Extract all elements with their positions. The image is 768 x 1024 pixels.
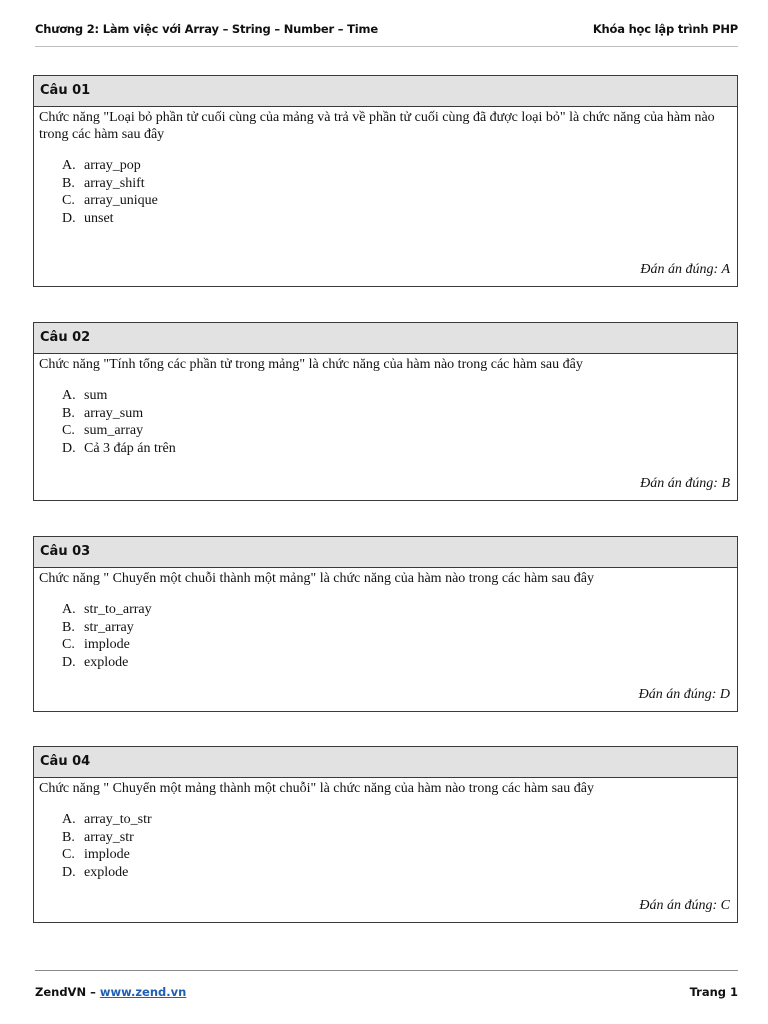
option-list — [62, 811, 737, 882]
option-letter: D. — [62, 441, 76, 457]
option-letter: A. — [62, 602, 76, 617]
option-list — [62, 387, 737, 458]
page-header — [35, 22, 738, 47]
option-letter: D. — [62, 211, 76, 227]
option-letter: A. — [62, 158, 76, 173]
option-item — [62, 811, 737, 829]
option-letter: C. — [62, 193, 75, 209]
correct-answer: Đán án đúng: B — [640, 476, 730, 491]
question-text: Chức năng "Tính tổng các phần tử trong mảng" là chức năng của hàm nào trong các hàm sau đây — [39, 357, 583, 372]
option-text: array_to_str — [84, 812, 152, 827]
brand-label: ZendVN – — [35, 985, 100, 999]
correct-answer: Đán án đúng: D — [638, 687, 730, 702]
website-link[interactable]: www.zend.vn — [99, 985, 187, 999]
option-item — [62, 157, 737, 175]
question-box — [33, 322, 738, 501]
option-text: explode — [84, 865, 129, 881]
option-item — [62, 846, 737, 864]
option-text: implode — [84, 637, 130, 653]
page-footer — [35, 970, 738, 999]
option-letter: D. — [62, 865, 76, 881]
question-title: Câu 04 — [34, 747, 737, 778]
option-letter: C. — [62, 423, 75, 439]
option-item — [62, 422, 737, 440]
option-list — [62, 601, 737, 672]
question-box — [33, 75, 738, 287]
option-item — [62, 636, 737, 654]
option-text: unset — [84, 211, 114, 227]
option-item — [62, 829, 737, 847]
footer-brand — [35, 985, 186, 999]
option-text: explode — [84, 655, 129, 671]
course-title: Khóa học lập trình PHP — [592, 22, 738, 36]
option-item — [62, 654, 737, 672]
correct-answer: Đán án đúng: A — [640, 262, 730, 277]
option-letter: A. — [62, 388, 76, 403]
option-text: Cả 3 đáp án trên — [84, 441, 176, 457]
option-letter: D. — [62, 655, 76, 671]
option-item — [62, 601, 737, 619]
question-text: Chức năng " Chuyển một chuỗi thành một mảng" là chức năng của hàm nào trong các hàm sau đây — [39, 571, 594, 586]
option-letter: B. — [62, 175, 75, 191]
question-title: Câu 03 — [34, 537, 737, 568]
option-text: str_array — [84, 619, 134, 635]
page-number: Trang 1 — [689, 985, 738, 999]
option-item — [62, 619, 737, 637]
option-text: array_shift — [84, 175, 145, 191]
option-letter: C. — [62, 637, 75, 653]
option-text: array_sum — [84, 405, 144, 421]
question-box — [33, 536, 738, 712]
question-text: Chức năng "Loại bỏ phần tử cuối cùng của mảng và trả về phần tử cuối cùng đã được loại bỏ" là chức năng của hàm nào trong các hàm sau đây — [39, 110, 715, 142]
option-text: array_pop — [84, 158, 141, 173]
option-item — [62, 210, 737, 228]
option-text: implode — [84, 847, 130, 863]
question-box — [33, 746, 738, 923]
option-letter: C. — [62, 847, 75, 863]
question-title: Câu 01 — [34, 76, 737, 107]
correct-answer: Đán án đúng: C — [639, 898, 730, 913]
option-text: array_str — [84, 829, 134, 845]
option-letter: A. — [62, 812, 76, 827]
option-text: sum_array — [84, 423, 144, 439]
option-letter: B. — [62, 829, 75, 845]
option-text: array_unique — [84, 193, 158, 209]
option-text: str_to_array — [84, 602, 152, 617]
option-item — [62, 192, 737, 210]
option-item — [62, 440, 737, 458]
option-list — [62, 157, 737, 228]
option-letter: B. — [62, 619, 75, 635]
option-item — [62, 405, 737, 423]
option-item — [62, 175, 737, 193]
option-item — [62, 864, 737, 882]
option-letter: B. — [62, 405, 75, 421]
question-text: Chức năng " Chuyển một mảng thành một chuỗi" là chức năng của hàm nào trong các hàm sau đây — [39, 781, 594, 796]
question-title: Câu 02 — [34, 323, 737, 354]
chapter-title: Chương 2: Làm việc với Array – String – Number – Time — [35, 22, 378, 36]
option-text: sum — [84, 388, 108, 403]
option-item — [62, 387, 737, 405]
